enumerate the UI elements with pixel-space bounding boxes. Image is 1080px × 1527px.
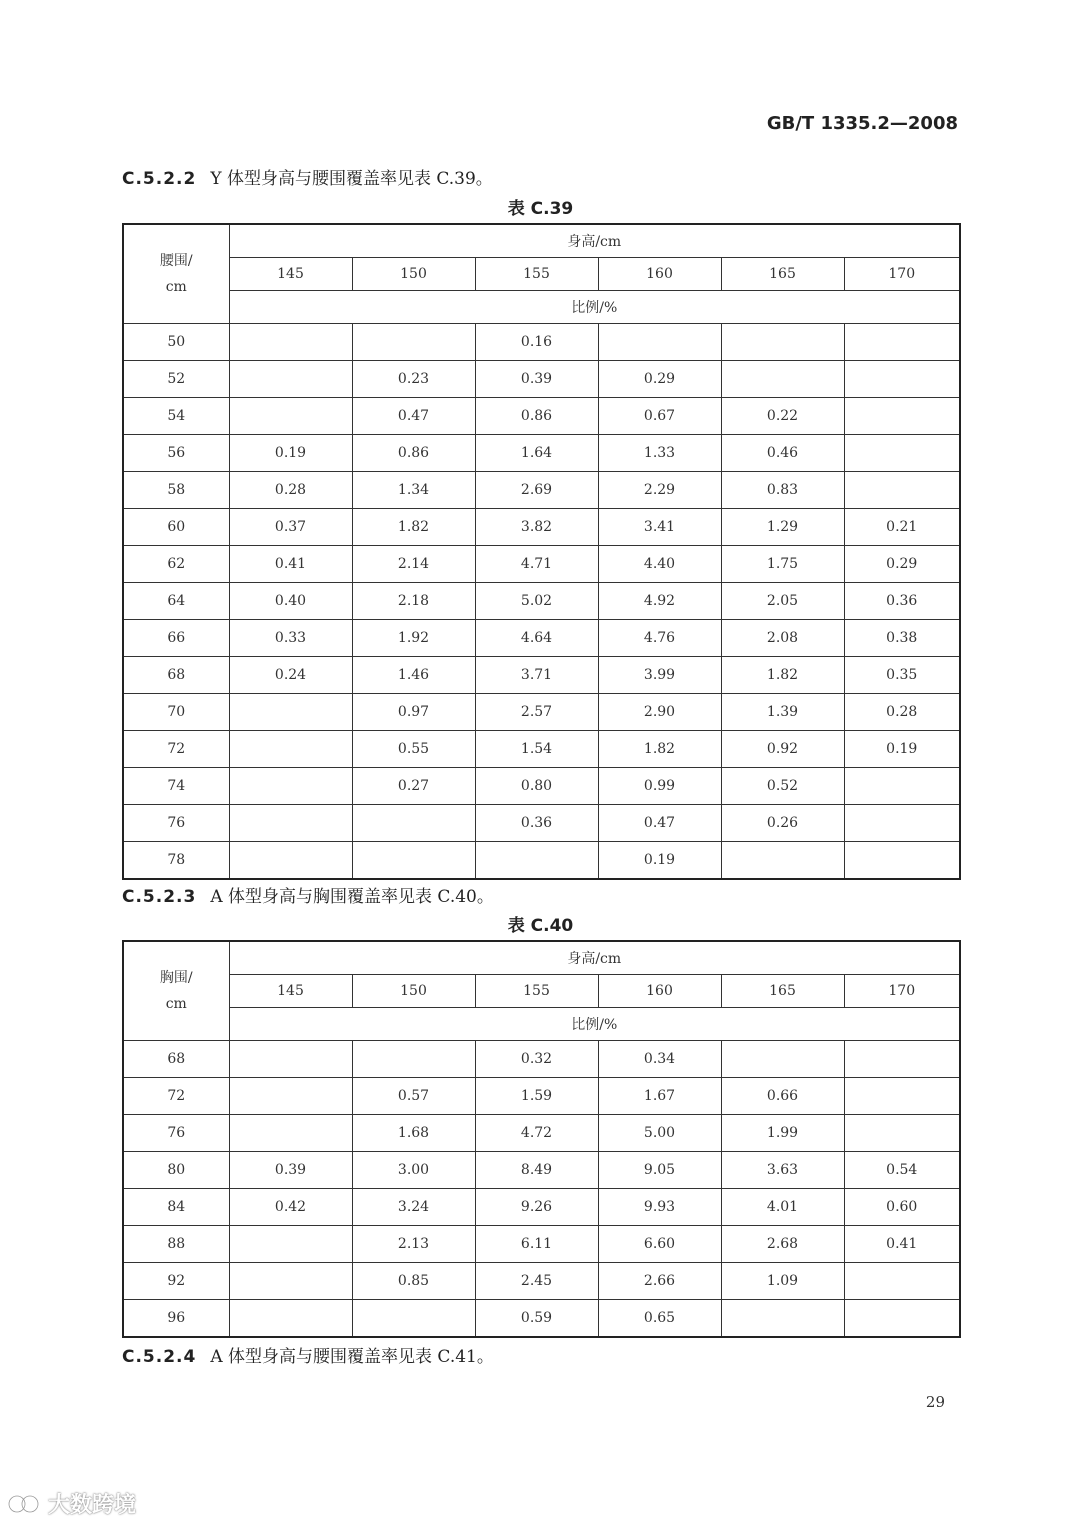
column-header: 155 (475, 258, 598, 291)
row-label: 50 (123, 324, 229, 361)
table-cell: 2.90 (598, 694, 721, 731)
table-cell (229, 694, 352, 731)
table-row (123, 1189, 960, 1226)
table-cell: 0.23 (352, 361, 475, 398)
table-row (123, 1226, 960, 1263)
table-cell: 0.47 (352, 398, 475, 435)
table-cell: 6.60 (598, 1226, 721, 1263)
table-cell: 4.01 (721, 1189, 844, 1226)
table-cell: 3.99 (598, 657, 721, 694)
table-cell: 3.00 (352, 1152, 475, 1189)
table-cell: 1.82 (352, 509, 475, 546)
table-cell: 1.68 (352, 1115, 475, 1152)
table-row (123, 1152, 960, 1189)
table-row (123, 398, 960, 435)
table-cell: 3.41 (598, 509, 721, 546)
table-cell: 0.19 (598, 842, 721, 880)
clause-number: C.5.2.3 (122, 887, 197, 907)
table-cell: 0.32 (475, 1041, 598, 1078)
row-label: 70 (123, 694, 229, 731)
table-cell: 2.18 (352, 583, 475, 620)
table-cell: 2.45 (475, 1263, 598, 1300)
table-cell: 0.42 (229, 1189, 352, 1226)
column-header: 160 (598, 975, 721, 1008)
table-cell: 2.69 (475, 472, 598, 509)
table-cell: 0.40 (229, 583, 352, 620)
table-cell: 5.02 (475, 583, 598, 620)
column-header: 145 (229, 975, 352, 1008)
table-cell: 4.92 (598, 583, 721, 620)
table-cell: 1.64 (475, 435, 598, 472)
table-cell: 0.38 (844, 620, 960, 657)
table-cell (844, 1041, 960, 1078)
row-label: 88 (123, 1226, 229, 1263)
table-row (123, 1300, 960, 1338)
table-cell (229, 731, 352, 768)
table-cell: 4.64 (475, 620, 598, 657)
table-cell: 1.92 (352, 620, 475, 657)
row-label: 54 (123, 398, 229, 435)
watermark (6, 1488, 136, 1519)
table-cell (229, 768, 352, 805)
row-label: 58 (123, 472, 229, 509)
table-cell: 2.68 (721, 1226, 844, 1263)
table-row (123, 1263, 960, 1300)
table-cell: 0.41 (844, 1226, 960, 1263)
table-cell: 3.71 (475, 657, 598, 694)
table-cell (475, 842, 598, 880)
table-cell: 1.34 (352, 472, 475, 509)
table-cell: 0.66 (721, 1078, 844, 1115)
table-cell (844, 1263, 960, 1300)
table-cell (844, 324, 960, 361)
table-cell: 0.35 (844, 657, 960, 694)
table-row (123, 546, 960, 583)
table-cell: 5.00 (598, 1115, 721, 1152)
table-cell: 0.41 (229, 546, 352, 583)
table-cell: 0.28 (844, 694, 960, 731)
watermark-logo-icon (6, 1493, 42, 1515)
table-cell (721, 361, 844, 398)
table-row (123, 435, 960, 472)
table-c40-title: 表 C.40 (507, 916, 574, 936)
table-cell: 1.59 (475, 1078, 598, 1115)
table-cell: 0.22 (721, 398, 844, 435)
column-header: 150 (352, 975, 475, 1008)
table-row (123, 509, 960, 546)
table-cell (844, 435, 960, 472)
table-cell: 1.82 (721, 657, 844, 694)
table-cell: 8.49 (475, 1152, 598, 1189)
clause-text: A 体型身高与胸围覆盖率见表 C.40。 (210, 887, 494, 907)
column-group-header: 身高/cm (229, 941, 960, 975)
table-cell: 0.33 (229, 620, 352, 657)
clause-text: Y 体型身高与腰围覆盖率见表 C.39。 (210, 169, 493, 189)
unit-header: 比例/% (229, 1008, 960, 1041)
table-cell: 1.33 (598, 435, 721, 472)
table-cell: 0.19 (229, 435, 352, 472)
table-cell (844, 1300, 960, 1338)
table-row (123, 694, 960, 731)
row-header (123, 941, 229, 1041)
table-cell: 3.24 (352, 1189, 475, 1226)
table-cell: 4.40 (598, 546, 721, 583)
row-label: 60 (123, 509, 229, 546)
table-cell: 1.09 (721, 1263, 844, 1300)
table-cell: 1.54 (475, 731, 598, 768)
column-group-header: 身高/cm (229, 224, 960, 258)
table-c39-title: 表 C.39 (507, 199, 574, 219)
table-cell (844, 842, 960, 880)
table-cell: 0.26 (721, 805, 844, 842)
table-cell: 4.76 (598, 620, 721, 657)
table-cell (844, 1078, 960, 1115)
row-label: 52 (123, 361, 229, 398)
row-label: 84 (123, 1189, 229, 1226)
table-cell (844, 398, 960, 435)
table-c39 (122, 223, 961, 880)
row-label: 74 (123, 768, 229, 805)
row-header-unit: cm (165, 279, 187, 295)
table-cell: 0.39 (229, 1152, 352, 1189)
table-cell: 0.92 (721, 731, 844, 768)
table-c40 (122, 940, 961, 1338)
column-header: 150 (352, 258, 475, 291)
table-cell: 0.60 (844, 1189, 960, 1226)
table-cell: 2.66 (598, 1263, 721, 1300)
table-cell: 0.67 (598, 398, 721, 435)
table-cell: 0.99 (598, 768, 721, 805)
table-cell (844, 768, 960, 805)
table-cell: 0.36 (844, 583, 960, 620)
table-cell (229, 842, 352, 880)
table-cell: 0.24 (229, 657, 352, 694)
table-cell: 0.52 (721, 768, 844, 805)
table-cell (844, 1115, 960, 1152)
row-label: 76 (123, 1115, 229, 1152)
table-cell (598, 324, 721, 361)
table-cell: 0.21 (844, 509, 960, 546)
table-cell: 0.27 (352, 768, 475, 805)
table-row (123, 361, 960, 398)
table-cell: 0.37 (229, 509, 352, 546)
row-label: 76 (123, 805, 229, 842)
table-cell (229, 361, 352, 398)
table-row (123, 805, 960, 842)
table-cell (229, 1078, 352, 1115)
table-cell: 0.19 (844, 731, 960, 768)
column-header: 165 (721, 975, 844, 1008)
table-cell (229, 1115, 352, 1152)
table-cell: 0.65 (598, 1300, 721, 1338)
table-cell: 0.85 (352, 1263, 475, 1300)
table-cell (844, 805, 960, 842)
table-cell: 3.63 (721, 1152, 844, 1189)
table-cell: 0.39 (475, 361, 598, 398)
table-row (123, 842, 960, 880)
table-cell (229, 398, 352, 435)
table-cell (844, 472, 960, 509)
table-cell: 0.34 (598, 1041, 721, 1078)
column-header: 160 (598, 258, 721, 291)
row-header (123, 224, 229, 324)
table-cell (229, 1041, 352, 1078)
row-label: 80 (123, 1152, 229, 1189)
table-cell: 0.47 (598, 805, 721, 842)
table-cell: 3.82 (475, 509, 598, 546)
table-cell: 0.28 (229, 472, 352, 509)
table-row (123, 1078, 960, 1115)
row-label: 68 (123, 657, 229, 694)
row-label: 96 (123, 1300, 229, 1338)
table-cell (229, 1263, 352, 1300)
table-cell (229, 805, 352, 842)
table-cell: 0.80 (475, 768, 598, 805)
table-cell (352, 842, 475, 880)
table-cell: 1.99 (721, 1115, 844, 1152)
table-cell: 1.39 (721, 694, 844, 731)
table-row (123, 583, 960, 620)
table-cell: 0.55 (352, 731, 475, 768)
table-cell: 2.57 (475, 694, 598, 731)
table-cell: 1.46 (352, 657, 475, 694)
clause-c522 (122, 164, 493, 189)
row-label: 72 (123, 731, 229, 768)
clause-number: C.5.2.2 (122, 169, 197, 189)
table-row (123, 657, 960, 694)
table-cell (721, 1041, 844, 1078)
table-cell: 0.54 (844, 1152, 960, 1189)
table-cell (229, 1226, 352, 1263)
table-cell (352, 324, 475, 361)
row-label: 78 (123, 842, 229, 880)
table-cell: 2.14 (352, 546, 475, 583)
table-cell (721, 324, 844, 361)
row-header-label: 胸围/ (159, 970, 193, 986)
row-header-unit: cm (165, 996, 187, 1012)
table-cell: 9.93 (598, 1189, 721, 1226)
table-cell: 6.11 (475, 1226, 598, 1263)
row-label: 66 (123, 620, 229, 657)
table-cell (721, 842, 844, 880)
standard-code: GB/T 1335.2—2008 (766, 113, 958, 134)
table-cell: 0.83 (721, 472, 844, 509)
table-cell (229, 324, 352, 361)
table-cell: 1.29 (721, 509, 844, 546)
clause-number: C.5.2.4 (122, 1347, 197, 1367)
table-cell (352, 1041, 475, 1078)
table-row (123, 472, 960, 509)
table-cell: 0.97 (352, 694, 475, 731)
row-label: 56 (123, 435, 229, 472)
table-cell: 2.08 (721, 620, 844, 657)
table-cell: 0.29 (844, 546, 960, 583)
row-label: 68 (123, 1041, 229, 1078)
clause-text: A 体型身高与腰围覆盖率见表 C.41。 (210, 1347, 494, 1367)
column-header: 170 (844, 258, 960, 291)
row-label: 64 (123, 583, 229, 620)
column-header: 165 (721, 258, 844, 291)
watermark-text: 大数跨境 (48, 1493, 137, 1518)
table-cell: 0.57 (352, 1078, 475, 1115)
table-cell: 2.13 (352, 1226, 475, 1263)
row-header-label: 腰围/ (159, 253, 193, 269)
table-cell (352, 1300, 475, 1338)
table-cell: 0.29 (598, 361, 721, 398)
table-cell: 4.72 (475, 1115, 598, 1152)
table-cell: 0.16 (475, 324, 598, 361)
clause-c524 (122, 1342, 494, 1367)
table-cell: 2.29 (598, 472, 721, 509)
table-cell: 2.05 (721, 583, 844, 620)
page-number: 29 (925, 1393, 945, 1411)
table-cell: 1.75 (721, 546, 844, 583)
row-label: 62 (123, 546, 229, 583)
table-cell: 0.36 (475, 805, 598, 842)
table-cell: 0.59 (475, 1300, 598, 1338)
table-cell: 9.05 (598, 1152, 721, 1189)
table-row (123, 731, 960, 768)
table-row (123, 324, 960, 361)
table-cell: 1.82 (598, 731, 721, 768)
row-label: 92 (123, 1263, 229, 1300)
column-header: 145 (229, 258, 352, 291)
table-row (123, 1041, 960, 1078)
column-header: 170 (844, 975, 960, 1008)
table-cell: 9.26 (475, 1189, 598, 1226)
row-label: 72 (123, 1078, 229, 1115)
table-cell: 4.71 (475, 546, 598, 583)
table-cell: 1.67 (598, 1078, 721, 1115)
table-cell (352, 805, 475, 842)
unit-header: 比例/% (229, 291, 960, 324)
table-row (123, 1115, 960, 1152)
table-row (123, 768, 960, 805)
table-cell: 0.46 (721, 435, 844, 472)
column-header: 155 (475, 975, 598, 1008)
table-cell (229, 1300, 352, 1338)
clause-c523 (122, 882, 494, 907)
table-cell: 0.86 (475, 398, 598, 435)
table-row (123, 620, 960, 657)
table-cell: 0.86 (352, 435, 475, 472)
table-cell (721, 1300, 844, 1338)
table-cell (844, 361, 960, 398)
